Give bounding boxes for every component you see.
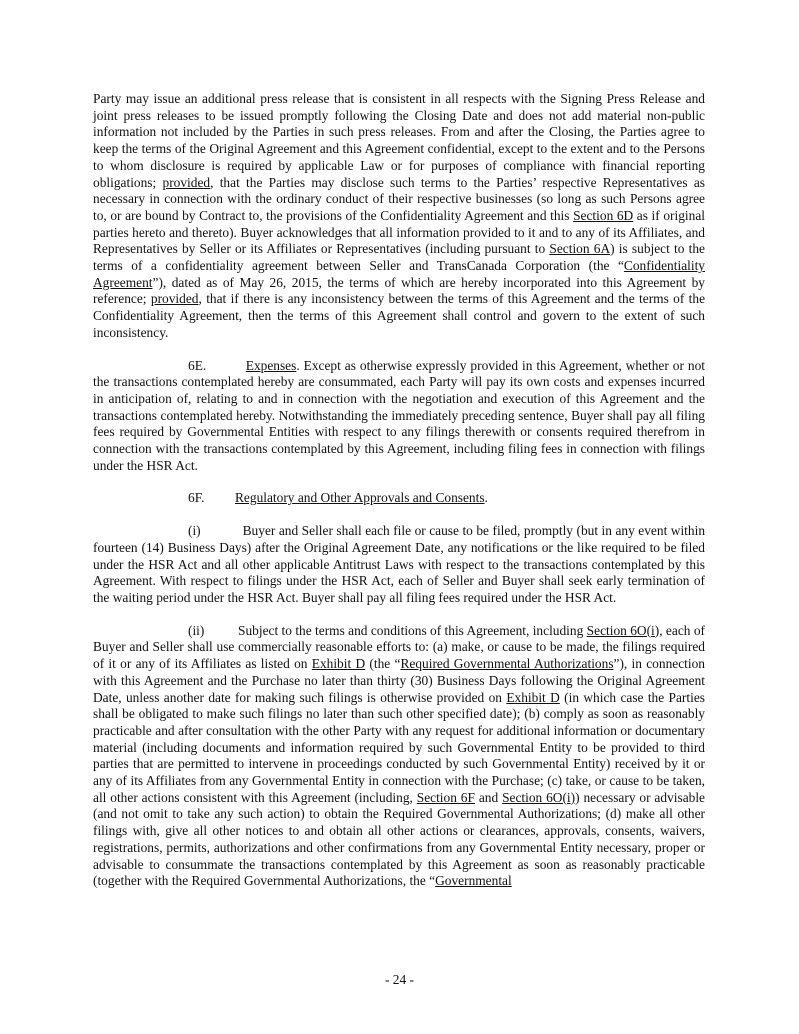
paragraph-continued-6d: Party may issue an additional press release that is consistent in all respects with the Signing Press Release and joint press releases to be issued promptly following the Closing Date and does not add material non-public information not included by the Parties in such press releases. From and after the Closing, the Parties agree to keep the terms of the Original Agreement and this Agreement confidential, except to the extent and to the Persons to whom disclosure is required by applicable Law or for purposes of compliance with financial reporting obligations; provided, that the Parties may disclose such terms to the Parties’ respective Representatives as necessary in connection with the ordinary conduct of their respective businesses (so long as such Persons agree to, or are bound by Contract to, the provisions of the Confidentiality Agreement and this Section 6D as if original parties hereto and thereto). Buyer acknowledges that all information provided to it and to any of its Affiliates, and Representatives by Seller or its Affiliates or Representatives (including pursuant to Section 6A) is subject to the terms of a confidentiality agreement between Seller and TransCanada Corporation (the “Confidentiality Agreement”), dated as of May 26, 2015, the terms of which are hereby incorporated into this Agreement by reference; provided, that if there is any inconsistency between the terms of this Agreement and the terms of the Confidentiality Agreement, then the terms of this Agreement shall control and govern to the extent of such inconsistency.: [93, 91, 706, 340]
subsection-label: (ii): [188, 622, 205, 638]
section-number: 6F.: [188, 490, 205, 506]
defined-term: provided: [150, 291, 199, 307]
document-page: [93, 91, 705, 906]
section-reference: Section 6O(i),: [586, 622, 663, 638]
defined-term: Required Governmental Authorizations: [400, 656, 614, 672]
defined-term: Confidentiality Agreement: [93, 258, 705, 290]
section-heading: Regulatory and Other Approvals and Consents: [235, 490, 485, 506]
page-number: - 24 -: [384, 972, 414, 987]
section-6f-heading: 6F. Regulatory and Other Approvals and Consents.: [188, 490, 488, 506]
section-reference: Section 6D: [573, 207, 634, 223]
exhibit-reference: Exhibit D: [506, 689, 560, 705]
section-reference: Section 6A: [549, 241, 611, 257]
section-reference: Section 6F: [416, 789, 475, 805]
exhibit-reference: Exhibit D: [311, 656, 366, 672]
section-number: 6E.: [188, 357, 207, 373]
defined-term: provided: [162, 174, 211, 190]
section-heading: Expenses: [245, 357, 297, 373]
subsection-label: (i): [188, 523, 201, 539]
section-reference: Section 6O(i): [502, 789, 576, 805]
subsection-ii-paragraph: (ii) Subject to the terms and conditions of this Agreement, including Section 6O(i), each of Buyer and Seller shall use commercially reasonable efforts to: (a) make, or cause to be made, the filings required of it or any of its Affiliates as listed on Exhibit D (the “Required Governmental Authorizations”), in connection with this Agreement and the Purchase no later than thirty (30) Business Days following the Original Agreement Date, unless another date for making such filings is otherwise provided on Exhibit D (in which case the Parties shall be obligated to make such filings no later than such other specified date); (b) comply as soon as reasonably practicable and after consultation with the other Party with any request for additional information or documentary material (including documents and information required by such Governmental Entity to be provided to third parties that are permitted to intervene in proceedings conducted by such Governmental Entity) received by it or any of its Affiliates from any Governmental Entity in connection with the Purchase; (c) take, or cause to be taken, all other actions consistent with this Agreement (including, Section 6F and Section 6O(i)) necessary or advisable (and not omit to take any such action) to obtain the Required Governmental Authorizations; (d) make all other filings with, give all other notices to and obtain all other actions or clearances, approvals, consents, waivers, registrations, permits, authorizations and other confirmations from any Governmental Entity necessary, proper or advisable to consummate the transactions contemplated by this Agreement as soon as reasonably practicable (together with the Required Governmental Authorizations, the “Governmental: [93, 622, 706, 889]
section-6e-paragraph: 6E. Expenses. Except as otherwise expressly provided in this Agreement, whether or not the transactions contemplated hereby are consummated, each Party will pay its own costs and expenses incurred in anticipation of, relating to and in connection with the negotiation and execution of this Agreement and the transactions contemplated hereby. Notwithstanding the immediately preceding sentence, Buyer shall pay all filing fees required by Governmental Entities with respect to any filings therewith or consents required therefrom in connection with the transactions contemplated by this Agreement, including filing fees in connection with filings under the HSR Act.: [93, 357, 705, 473]
subsection-i-paragraph: (i) Buyer and Seller shall each file or cause to be filed, promptly (but in any event within fourteen (14) Business Days) after the Original Agreement Date, any notifications or the like required to be filed under the HSR Act and all other applicable Antitrust Laws with respect to the transactions contemplated by this Agreement. With respect to filings under the HSR Act, each of Seller and Buyer shall seek early termination of the waiting period under the HSR Act. Buyer shall pay all filing fees required under the HSR Act.: [93, 523, 706, 605]
defined-term: Governmental: [435, 873, 512, 889]
